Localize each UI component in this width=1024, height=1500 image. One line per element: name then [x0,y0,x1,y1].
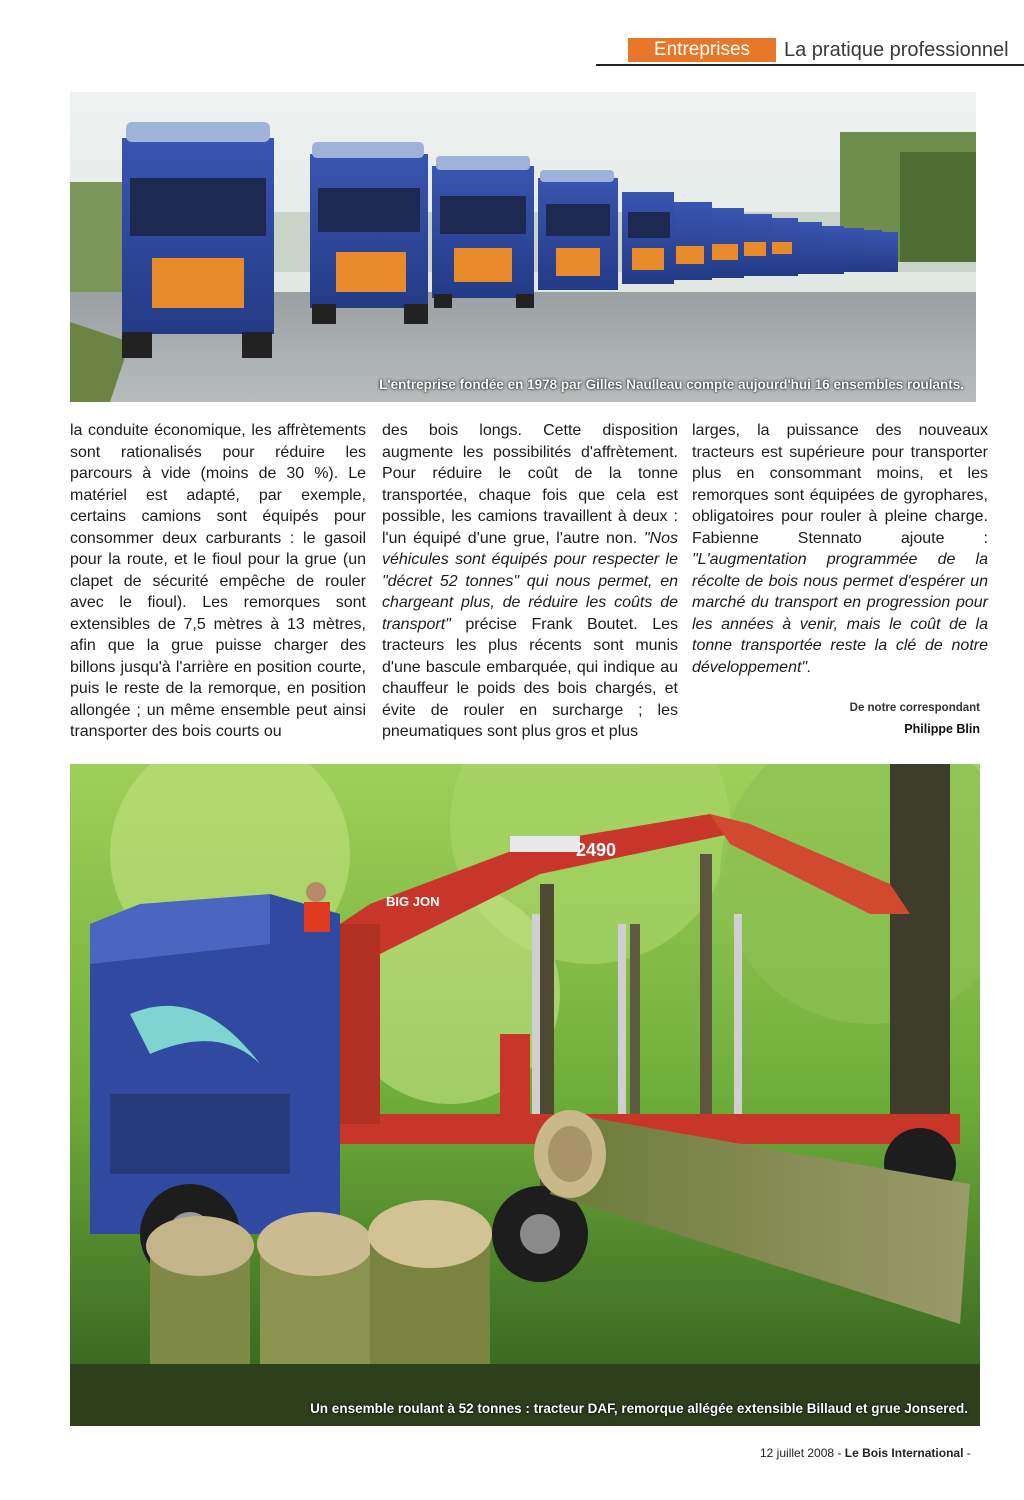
crane-name-label: BIG JON [386,894,440,909]
quote-text: "L'augmentation programmée de la récolte de bois nous permet d'espérer un marché du transport en progression pour les années à venir, mais le coût de la tonne transportée reste la clé de notre développement". [692,551,988,676]
text-run: des bois longs. Cette disposition augmente les possibilités d'affrètement. Pour réduire le coût de la tonne transportée, chaque fois que cela est possible, les camions travaillent à deux : l'un équipé d'une grue, l'autre non. [382,422,678,547]
column-paragraph [692,420,988,678]
photo-caption: Un ensemble roulant à 52 tonnes : tracteur DAF, remorque allégée extensible Billaud et grue Jonsered. [310,1401,968,1416]
page-footer [760,1446,1010,1460]
truck-fleet-illustration [70,92,976,402]
quote-text: "Nos véhicules sont équipés pour respecter le "décret 52 tonnes" qui nous permet, en chargeant plus, de réduire les coûts de transport" [382,529,678,633]
section-tag: Entreprises [628,38,776,62]
section-title: La pratique professionnel [784,39,1009,61]
page-header [596,36,1024,66]
crane-forest-illustration [70,764,980,1426]
footer-separator: - [834,1446,845,1460]
text-column-2 [382,420,678,743]
header-rule [596,64,1024,66]
footer-tail: - [963,1446,971,1460]
photo-truck-fleet [70,92,976,402]
text-column-3 [692,420,988,678]
issue-date: 12 juillet 2008 [760,1446,835,1460]
crane-model-label: 2490 [576,840,617,860]
publication-name: Le Bois International [844,1446,964,1460]
photo-crane-loading [70,764,980,1426]
byline-role: De notre correspondant [849,702,980,714]
text-run: larges, la puissance des nouveaux tracteurs est supérieure pour transporter plus en consommant moins, et les remorques sont équipées de gyrophares, obligatoires pour rouler à pleine charge. Fabienne Stennato ajoute : [692,422,988,547]
photo-caption: L'entreprise fondée en 1978 par Gilles Naulleau compte aujourd'hui 16 ensembles roulants. [379,377,964,392]
text-column-1 [70,420,366,743]
byline-author: Philippe Blin [904,722,980,736]
column-paragraph: la conduite économique, les affrètements sont rationalisés pour réduire les parcours à vide (moins de 30 %). Le matériel est adapté, par exemple, certains camions sont équipés pour consommer deux carburants : le gasoil pour la route, et le fioul pour la grue (un clapet de sécurité empêche de rouler avec le fioul). Les remorques sont extensibles de 7,5 mètres à 13 mètres, afin que la grue puisse charger des billons jusqu'à l'arrière en position courte, puis le reste de la remorque, en position allongée ; un même ensemble peut ainsi transporter des bois courts ou [70,422,366,740]
text-run: précise Frank Boutet. Les tracteurs les plus récents sont munis d'une bascule embarquée, qui indique au chauffeur le poids des bois chargés, et évite de rouler en surcharge ; les pneumatiques sont plus gros et plus [382,615,678,740]
column-paragraph [382,420,678,743]
